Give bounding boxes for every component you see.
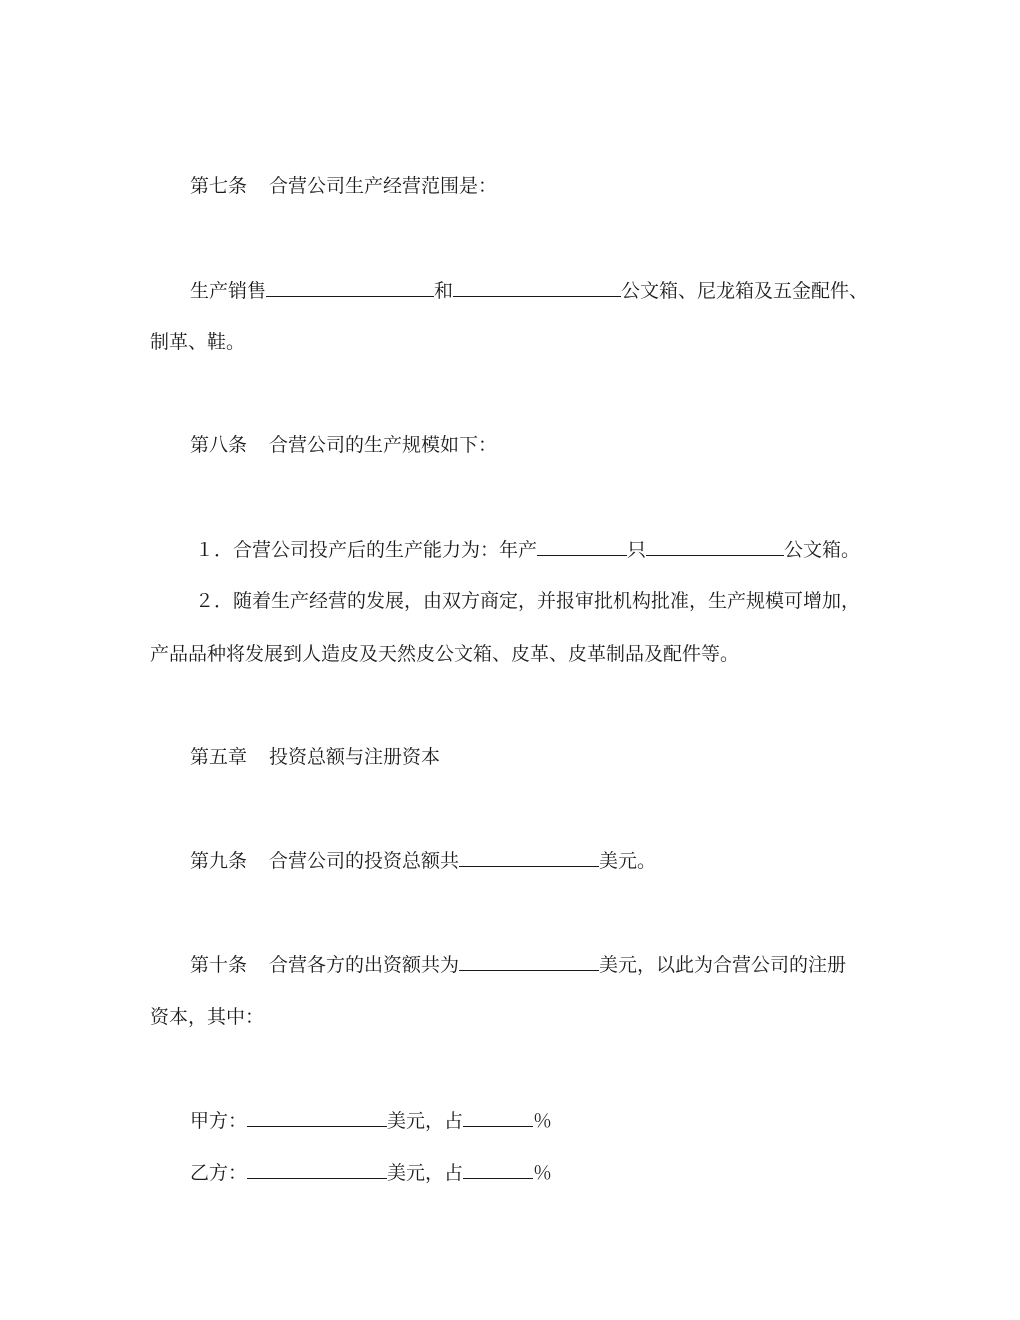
- chapter-5-title: 投资总额与注册资本: [269, 746, 441, 768]
- article-9-text-a: 合营公司的投资总额共: [269, 850, 460, 872]
- party-a-percent-sign: ％: [533, 1110, 553, 1132]
- blank-field[interactable]: [646, 537, 784, 556]
- article-8-item-1-text-a: １．合营公司投产后的生产能力为：年产: [195, 539, 538, 561]
- article-8-item-2-line-1: [195, 589, 860, 613]
- article-7-heading-line: [190, 174, 497, 198]
- article-8-heading-line: [190, 433, 497, 457]
- blank-field[interactable]: [247, 1160, 387, 1179]
- article-10-text-c: 资本，其中：: [150, 1006, 265, 1028]
- article-10-line-2: [150, 1005, 264, 1029]
- blank-field[interactable]: [247, 1108, 387, 1127]
- article-10-text-a: 合营各方的出资额共为: [269, 954, 460, 976]
- article-7-text-c: 公文箱、尼龙箱及五金配件、: [621, 280, 869, 302]
- party-b-label: 乙方：: [190, 1162, 248, 1184]
- chapter-5-heading-line: [190, 745, 440, 769]
- party-b-line: [190, 1160, 552, 1184]
- article-7-text-a: 生产销售: [190, 280, 267, 302]
- article-8-item-2-text-a: ２．随着生产经营的发展，由双方商定，并报审批机构批准，生产规模可增加，: [195, 590, 861, 612]
- article-9-text-b: 美元。: [599, 850, 657, 872]
- blank-field[interactable]: [463, 1160, 533, 1179]
- article-7-text: 合营公司生产经营范围是：: [269, 175, 498, 197]
- blank-field[interactable]: [459, 848, 599, 867]
- article-7-paragraph-line-2: [150, 330, 245, 354]
- article-8-heading: 第八条: [190, 434, 248, 456]
- article-9-heading: 第九条: [190, 850, 248, 872]
- article-10-line-1: [190, 952, 846, 976]
- article-8-text: 合营公司的生产规模如下：: [269, 434, 498, 456]
- party-b-percent-sign: ％: [533, 1162, 553, 1184]
- blank-field[interactable]: [459, 952, 599, 971]
- blank-field[interactable]: [537, 537, 627, 556]
- article-7-text-b: 和: [434, 280, 454, 302]
- party-a-label: 甲方：: [190, 1110, 248, 1132]
- article-7-text-d: 制革、鞋。: [150, 331, 246, 353]
- party-a-text: 美元，占: [387, 1110, 464, 1132]
- article-8-item-2-line-2: [150, 642, 739, 666]
- article-7-heading: 第七条: [190, 175, 248, 197]
- article-8-item-1: [195, 537, 860, 561]
- article-10-heading: 第十条: [190, 954, 248, 976]
- party-a-line: [190, 1108, 552, 1132]
- blank-field[interactable]: [463, 1108, 533, 1127]
- party-b-text: 美元，占: [387, 1162, 464, 1184]
- article-10-text-b: 美元，以此为合营公司的注册: [599, 954, 847, 976]
- blank-field[interactable]: [453, 278, 621, 297]
- article-8-item-1-text-b: 只: [627, 539, 647, 561]
- article-8-item-1-text-c: 公文箱。: [784, 539, 861, 561]
- article-8-item-2-text-b: 产品品种将发展到人造皮及天然皮公文箱、皮革、皮革制品及配件等。: [150, 643, 740, 665]
- article-9-line: [190, 848, 656, 872]
- chapter-5-heading: 第五章: [190, 746, 248, 768]
- blank-field[interactable]: [266, 278, 434, 297]
- article-7-paragraph-line-1: [190, 278, 868, 302]
